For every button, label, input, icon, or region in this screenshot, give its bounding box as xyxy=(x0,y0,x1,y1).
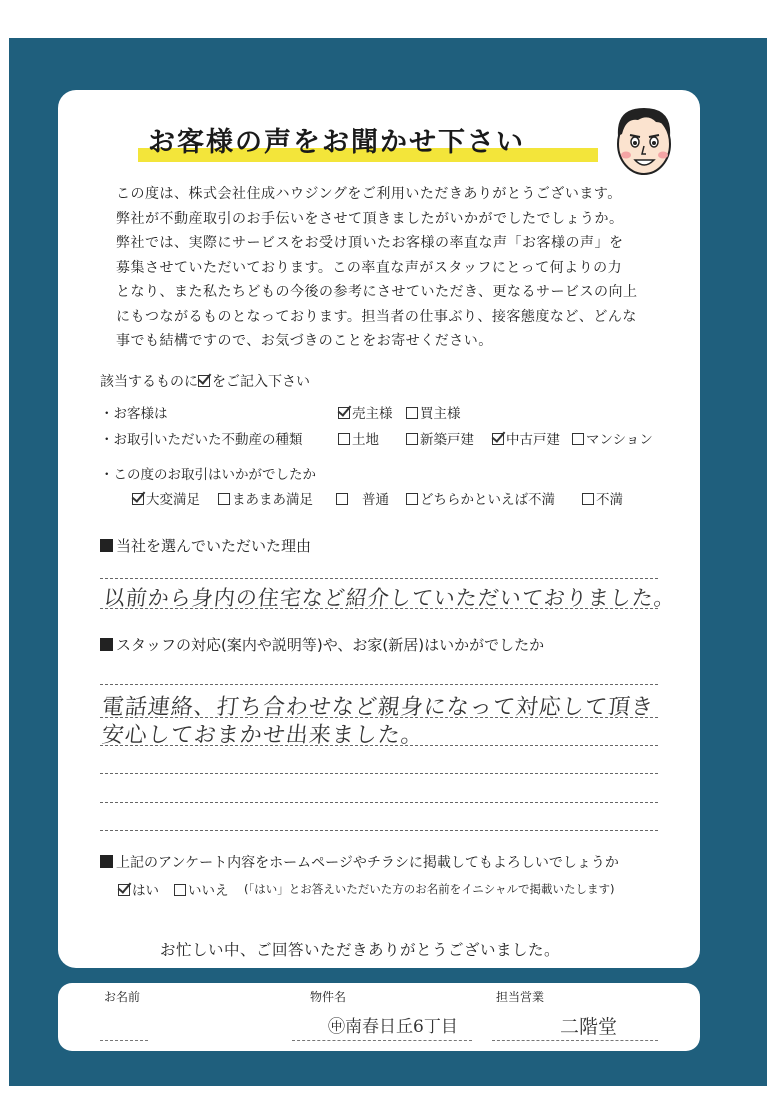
staff-answer-line-2[interactable]: 安心しておまかせ出来ました。 xyxy=(100,723,426,748)
property-label: 物件名 xyxy=(310,990,347,1004)
intro-line: 事でも結構ですので、お気づきのことをお寄せください。 xyxy=(116,333,493,349)
answer-line xyxy=(100,578,658,579)
staff-answer-line-1[interactable]: 電話連絡、打ち合わせなど親身になって対応して頂き xyxy=(100,695,656,720)
option-unsatisfied[interactable]: 不満 xyxy=(582,488,623,508)
checkbox-no[interactable] xyxy=(174,884,186,896)
section-staff-heading: スタッフの対応(案内や説明等)や、お家(新居)はいかがでしたか xyxy=(100,634,544,655)
option-mansion[interactable]: マンション xyxy=(572,428,653,448)
q-property-label: ・お取引いただいた不動産の種類 xyxy=(100,432,303,448)
intro-text xyxy=(116,182,676,354)
intro-line: となり、また私たちどもの今後の参考にさせていただき、更なるサービスの向上 xyxy=(116,284,638,300)
intro-line: 弊社が不動産取引のお手伝いをさせて頂きましたがいかがでしたでしょうか。 xyxy=(116,210,624,227)
staff-mascot-icon xyxy=(608,100,680,180)
q-satisfaction-label: ・この度のお取引はいかがでしたか xyxy=(100,467,316,483)
option-somewhat-unsatisfied[interactable]: どちらかといえば不満 xyxy=(406,488,555,508)
publish-note: (「はい」とお答えいただいた方のお名前をイニシャルで掲載いたします) xyxy=(244,882,615,896)
checkbox-mansion[interactable] xyxy=(572,433,584,445)
checkbox-unsatisfied[interactable] xyxy=(582,493,594,505)
staff-label: 担当営業 xyxy=(496,990,545,1004)
option-land[interactable]: 土地 xyxy=(338,428,379,448)
property-field-line xyxy=(292,1040,472,1041)
option-very-satisfied[interactable]: 大変満足 xyxy=(132,488,200,508)
square-bullet-icon xyxy=(100,539,113,552)
option-no[interactable]: いいえ xyxy=(174,879,229,899)
option-fairly-satisfied[interactable]: まあまあ満足 xyxy=(218,488,313,508)
staff-value[interactable]: 二階堂 xyxy=(560,1016,618,1038)
checkbox-somewhat-unsatisfied[interactable] xyxy=(406,493,418,505)
checkbox-new-house[interactable] xyxy=(406,433,418,445)
square-bullet-icon xyxy=(100,855,113,868)
intro-line: この度は、株式会社住成ハウジングをご利用いただきありがとうございます。 xyxy=(116,186,622,202)
square-bullet-icon xyxy=(100,638,113,651)
option-seller[interactable]: 売主様 xyxy=(338,402,393,422)
option-neutral[interactable]: 普通 xyxy=(336,488,389,508)
checkbox-neutral[interactable] xyxy=(336,493,348,505)
checkbox-used-house[interactable] xyxy=(492,433,504,445)
checkbox-fairly-satisfied[interactable] xyxy=(218,493,230,505)
intro-line: にもつながるものとなっております。担当者の仕事ぶり、接客態度など、どんな xyxy=(116,308,637,325)
name-field-line xyxy=(100,1040,148,1041)
answer-line xyxy=(100,802,658,803)
checkbox-very-satisfied[interactable] xyxy=(132,493,144,505)
answer-line xyxy=(100,608,658,609)
title-block xyxy=(138,118,598,168)
name-label: お名前 xyxy=(104,990,141,1004)
answer-line xyxy=(100,830,658,831)
q-customer-label: ・お客様は xyxy=(100,406,168,422)
section-publish-heading: 上記のアンケート内容をホームページやチラシに掲載してもよろしいでしょうか xyxy=(100,852,619,872)
answer-line xyxy=(100,745,658,746)
property-value[interactable]: ㊥南春日丘6丁目 xyxy=(328,1017,458,1037)
checkbox-buyer[interactable] xyxy=(406,407,418,419)
checkbox-seller[interactable] xyxy=(338,407,350,419)
option-yes[interactable]: はい xyxy=(118,879,159,899)
option-new-house[interactable]: 新築戸建 xyxy=(406,428,474,448)
option-used-house[interactable]: 中古戸建 xyxy=(492,428,560,448)
option-buyer[interactable]: 買主様 xyxy=(406,402,461,422)
page-title: お客様の声をお聞かせ下さい xyxy=(148,127,525,158)
reason-answer[interactable]: 以前から身内の住宅など紹介していただいておりました。 xyxy=(102,586,678,610)
answer-line xyxy=(100,773,658,774)
intro-line: 募集させていただいております。この率直な声がスタッフにとって何よりの力 xyxy=(116,259,623,276)
sample-checkbox-icon xyxy=(198,375,210,387)
instruction: 該当するものに をご記入下さい xyxy=(100,374,310,390)
checkbox-yes[interactable] xyxy=(118,884,130,896)
answer-line xyxy=(100,684,658,685)
thanks-message: お忙しい中、ご回答いただきありがとうございました。 xyxy=(160,941,561,959)
intro-line: 弊社では、実際にサービスをお受け頂いたお客様の率直な声「お客様の声」を xyxy=(116,235,624,251)
checkbox-land[interactable] xyxy=(338,433,350,445)
section-reason-heading: 当社を選んでいただいた理由 xyxy=(100,535,311,556)
staff-field-line xyxy=(492,1040,658,1041)
